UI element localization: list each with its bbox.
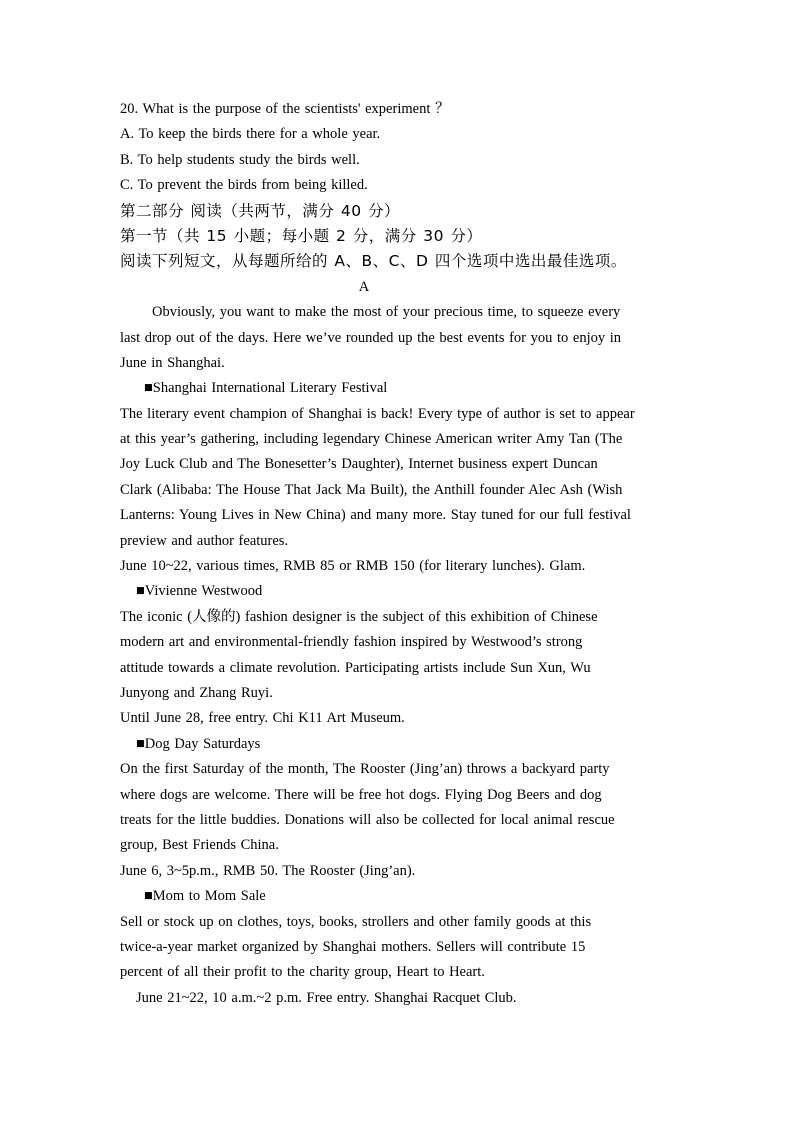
event-body-line: preview and author features.	[120, 532, 289, 549]
event-details: June 21~22, 10 a.m.~2 p.m. Free entry. Shanghai Racquet Club.	[136, 989, 517, 1006]
event-heading-literary-festival: ■Shanghai International Literary Festival	[144, 380, 388, 397]
event-body-line: attitude towards a climate revolution. Participating artists include Sun Xun, Wu	[120, 659, 591, 676]
question-20-option-c: C. To prevent the birds from being killed.	[120, 177, 368, 194]
event-body-line: The iconic (人像的) fashion designer is the subject of this exhibition of Chinese	[120, 608, 598, 625]
event-body-line: Joy Luck Club and The Bonesetter’s Daughter), Internet business expert Duncan	[120, 456, 598, 473]
event-body-line: Lanterns: Young Lives in New China) and many more. Stay tuned for our full festival	[120, 507, 631, 524]
event-body-line: On the first Saturday of the month, The Rooster (Jing’an) throws a backyard party	[120, 761, 610, 778]
intro-line: last drop out of the days. Here we’ve rounded up the best events for you to enjoy in	[120, 329, 622, 346]
event-details: Until June 28, free entry. Chi K11 Art Museum.	[120, 710, 405, 727]
event-body-line: twice-a-year market organized by Shanghai mothers. Sellers will contribute 15	[120, 938, 586, 955]
event-details: June 10~22, various times, RMB 85 or RMB 150 (for literary lunches). Glam.	[120, 558, 586, 575]
document-page	[120, 97, 680, 1011]
intro-line: Obviously, you want to make the most of your precious time, to squeeze every	[152, 304, 621, 321]
reading-instruction: 阅读下列短文，从每题所给的 A、B、C、D 四个选项中选出最佳选项。	[120, 252, 627, 271]
event-body-line: at this year’s gathering, including legendary Chinese American writer Amy Tan (The	[120, 431, 623, 448]
event-heading-vivienne-westwood: ■Vivienne Westwood	[136, 583, 263, 600]
event-body-line: modern art and environmental-friendly fashion inspired by Westwood’s strong	[120, 634, 583, 651]
event-heading-mom-to-mom-sale: ■Mom to Mom Sale	[144, 888, 266, 905]
event-body-line: The literary event champion of Shanghai is back! Every type of author is set to appear	[120, 405, 635, 422]
event-body-line: group, Best Friends China.	[120, 837, 279, 854]
event-body-line: Clark (Alibaba: The House That Jack Ma Built), the Anthill founder Alec Ash (Wish	[120, 481, 623, 498]
event-heading-dog-day-saturdays: ■Dog Day Saturdays	[136, 735, 261, 752]
question-20-option-b: B. To help students study the birds well.	[120, 151, 360, 168]
question-20-stem: 20. What is the purpose of the scientists' experiment ？	[120, 101, 450, 117]
event-body-line: Sell or stock up on clothes, toys, books, strollers and other family goods at this	[120, 913, 592, 930]
event-body-line: where dogs are welcome. There will be free hot dogs. Flying Dog Beers and dog	[120, 786, 602, 803]
event-body-line: treats for the little buddies. Donations will also be collected for local animal rescue	[120, 811, 615, 828]
question-20-option-a: A. To keep the birds there for a whole year.	[120, 126, 381, 143]
event-details: June 6, 3~5p.m., RMB 50. The Rooster (Jing’an).	[120, 862, 416, 879]
sub-section-title: 第一节（共 15 小题；每小题 2 分，满分 30 分）	[120, 226, 483, 245]
event-body-line: percent of all their profit to the charity group, Heart to Heart.	[120, 964, 485, 981]
passage-label: A	[358, 278, 370, 295]
part-title: 第二部分 阅读（共两节，满分 40 分）	[120, 201, 401, 220]
event-body-line: Junyong and Zhang Ruyi.	[120, 684, 273, 701]
intro-line: June in Shanghai.	[120, 354, 225, 371]
